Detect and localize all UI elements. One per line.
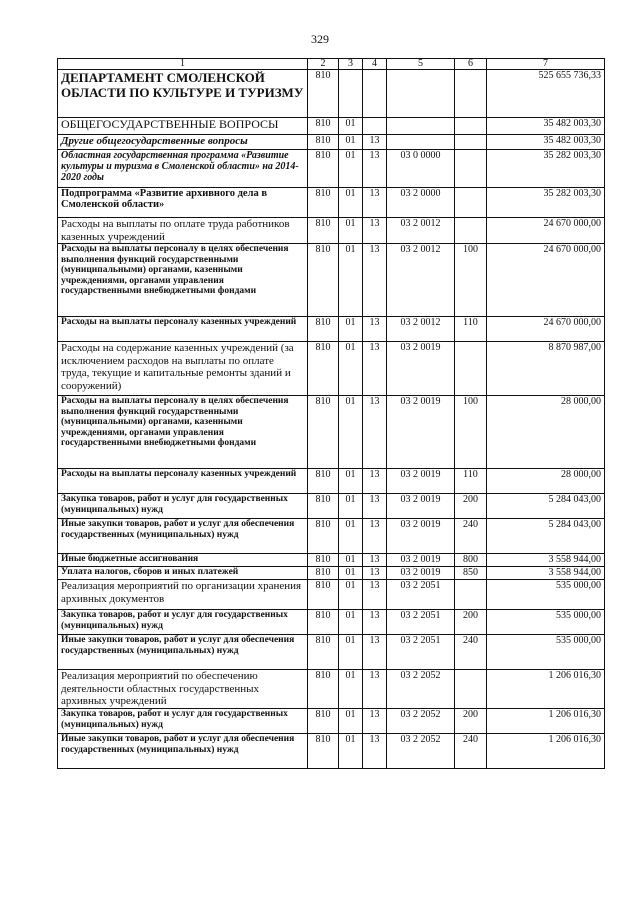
amount: 8 870 987,00 bbox=[487, 342, 605, 396]
expense-type-code bbox=[455, 342, 487, 396]
expense-type-code: 200 bbox=[455, 494, 487, 519]
expense-type-code: 240 bbox=[455, 635, 487, 670]
target-code: 03 2 0019 bbox=[387, 494, 455, 519]
section-code: 01 bbox=[339, 396, 363, 469]
amount: 35 282 003,30 bbox=[487, 150, 605, 188]
column-header: 7 bbox=[487, 59, 605, 70]
subsection-code: 13 bbox=[363, 567, 387, 580]
amount: 24 670 000,00 bbox=[487, 218, 605, 244]
row-name: Иные закупки товаров, работ и услуг для обеспечения государственных (муниципальных) нужд bbox=[58, 734, 308, 769]
ministry-code: 810 bbox=[308, 150, 339, 188]
row-name: Уплата налогов, сборов и иных платежей bbox=[58, 567, 308, 580]
expense-type-code bbox=[455, 188, 487, 218]
column-header: 6 bbox=[455, 59, 487, 70]
target-code bbox=[387, 70, 455, 118]
section-code: 01 bbox=[339, 317, 363, 342]
column-header: 1 bbox=[58, 59, 308, 70]
subsection-code: 13 bbox=[363, 519, 387, 554]
row-name: Иные закупки товаров, работ и услуг для обеспечения государственных (муниципальных) нужд bbox=[58, 635, 308, 670]
table-row bbox=[58, 554, 605, 567]
target-code bbox=[387, 135, 455, 150]
expense-type-code: 850 bbox=[455, 567, 487, 580]
expense-type-code: 240 bbox=[455, 519, 487, 554]
ministry-code: 810 bbox=[308, 469, 339, 494]
section-code: 01 bbox=[339, 567, 363, 580]
subsection-code: 13 bbox=[363, 469, 387, 494]
amount: 24 670 000,00 bbox=[487, 244, 605, 317]
amount: 535 000,00 bbox=[487, 580, 605, 610]
section-code: 01 bbox=[339, 554, 363, 567]
column-header: 5 bbox=[387, 59, 455, 70]
ministry-code: 810 bbox=[308, 709, 339, 734]
row-name: Закупка товаров, работ и услуг для государственных (муниципальных) нужд bbox=[58, 494, 308, 519]
table-row bbox=[58, 519, 605, 554]
subsection-code: 13 bbox=[363, 670, 387, 709]
target-code: 03 2 2052 bbox=[387, 709, 455, 734]
target-code: 03 2 2051 bbox=[387, 610, 455, 635]
section-code: 01 bbox=[339, 150, 363, 188]
table-row bbox=[58, 70, 605, 118]
ministry-code: 810 bbox=[308, 610, 339, 635]
amount: 1 206 016,30 bbox=[487, 734, 605, 769]
section-code: 01 bbox=[339, 135, 363, 150]
ministry-code: 810 bbox=[308, 396, 339, 469]
target-code: 03 2 0019 bbox=[387, 567, 455, 580]
column-header: 4 bbox=[363, 59, 387, 70]
table-row bbox=[58, 135, 605, 150]
subsection-code: 13 bbox=[363, 635, 387, 670]
ministry-code: 810 bbox=[308, 567, 339, 580]
section-code: 01 bbox=[339, 494, 363, 519]
ministry-code: 810 bbox=[308, 734, 339, 769]
table-row bbox=[58, 567, 605, 580]
amount: 3 558 944,00 bbox=[487, 567, 605, 580]
row-name: Расходы на выплаты персоналу в целях обеспечения выполнения функций государственными (муниципальными) органами, казенными учреждениями, органами управления государственными внебюджетными фондами bbox=[58, 396, 308, 469]
row-name: Областная государственная программа «Развитие культуры и туризма в Смоленской области» на 2014-2020 годы bbox=[58, 150, 308, 188]
table-row bbox=[58, 396, 605, 469]
subsection-code bbox=[363, 70, 387, 118]
expense-type-code: 110 bbox=[455, 317, 487, 342]
section-code: 01 bbox=[339, 580, 363, 610]
amount: 35 482 003,30 bbox=[487, 135, 605, 150]
subsection-code: 13 bbox=[363, 610, 387, 635]
column-header: 2 bbox=[308, 59, 339, 70]
column-header: 3 bbox=[339, 59, 363, 70]
amount: 1 206 016,30 bbox=[487, 709, 605, 734]
expense-type-code: 200 bbox=[455, 610, 487, 635]
ministry-code: 810 bbox=[308, 494, 339, 519]
ministry-code: 810 bbox=[308, 670, 339, 709]
expense-type-code bbox=[455, 135, 487, 150]
row-name: Расходы на выплаты персоналу казенных учреждений bbox=[58, 317, 308, 342]
subsection-code: 13 bbox=[363, 342, 387, 396]
table-row bbox=[58, 734, 605, 769]
target-code: 03 2 0019 bbox=[387, 396, 455, 469]
section-code: 01 bbox=[339, 670, 363, 709]
subsection-code: 13 bbox=[363, 317, 387, 342]
section-code: 01 bbox=[339, 342, 363, 396]
table-row bbox=[58, 150, 605, 188]
section-code: 01 bbox=[339, 709, 363, 734]
subsection-code: 13 bbox=[363, 494, 387, 519]
table-row bbox=[58, 670, 605, 709]
row-name: Закупка товаров, работ и услуг для государственных (муниципальных) нужд bbox=[58, 709, 308, 734]
target-code: 03 2 0012 bbox=[387, 244, 455, 317]
table-row bbox=[58, 188, 605, 218]
expense-type-code bbox=[455, 218, 487, 244]
row-name: Закупка товаров, работ и услуг для государственных (муниципальных) нужд bbox=[58, 610, 308, 635]
row-name: Подпрограмма «Развитие архивного дела в Смоленской области» bbox=[58, 188, 308, 218]
expense-type-code: 200 bbox=[455, 709, 487, 734]
column-number-row bbox=[58, 59, 605, 70]
expense-type-code: 100 bbox=[455, 396, 487, 469]
section-code: 01 bbox=[339, 118, 363, 135]
target-code: 03 2 0000 bbox=[387, 188, 455, 218]
row-name: Реализация мероприятий по обеспечению деятельности областных государственных архивных учреждений bbox=[58, 670, 308, 709]
subsection-code: 13 bbox=[363, 709, 387, 734]
amount: 535 000,00 bbox=[487, 610, 605, 635]
ministry-code: 810 bbox=[308, 218, 339, 244]
amount: 35 482 003,30 bbox=[487, 118, 605, 135]
table-row bbox=[58, 342, 605, 396]
row-name: Другие общегосударственные вопросы bbox=[58, 135, 308, 150]
amount: 24 670 000,00 bbox=[487, 317, 605, 342]
expense-type-code bbox=[455, 118, 487, 135]
ministry-code: 810 bbox=[308, 135, 339, 150]
amount: 28 000,00 bbox=[487, 396, 605, 469]
ministry-code: 810 bbox=[308, 342, 339, 396]
section-code: 01 bbox=[339, 635, 363, 670]
amount: 35 282 003,30 bbox=[487, 188, 605, 218]
target-code: 03 0 0000 bbox=[387, 150, 455, 188]
table-row bbox=[58, 469, 605, 494]
expense-type-code bbox=[455, 70, 487, 118]
section-code: 01 bbox=[339, 519, 363, 554]
subsection-code: 13 bbox=[363, 580, 387, 610]
target-code: 03 2 0012 bbox=[387, 317, 455, 342]
table-row bbox=[58, 244, 605, 317]
subsection-code: 13 bbox=[363, 734, 387, 769]
subsection-code: 13 bbox=[363, 188, 387, 218]
row-name: Расходы на выплаты по оплате труда работников казенных учреждений bbox=[58, 218, 308, 244]
table-row bbox=[58, 118, 605, 135]
target-code: 03 2 0019 bbox=[387, 342, 455, 396]
ministry-code: 810 bbox=[308, 244, 339, 317]
budget-table bbox=[57, 58, 605, 769]
row-name: Расходы на выплаты персоналу казенных учреждений bbox=[58, 469, 308, 494]
section-code: 01 bbox=[339, 734, 363, 769]
amount: 535 000,00 bbox=[487, 635, 605, 670]
expense-type-code: 100 bbox=[455, 244, 487, 317]
table-row bbox=[58, 218, 605, 244]
target-code: 03 2 0019 bbox=[387, 469, 455, 494]
ministry-code: 810 bbox=[308, 317, 339, 342]
expense-type-code: 800 bbox=[455, 554, 487, 567]
ministry-code: 810 bbox=[308, 580, 339, 610]
row-name: Иные бюджетные ассигнования bbox=[58, 554, 308, 567]
amount: 1 206 016,30 bbox=[487, 670, 605, 709]
ministry-code: 810 bbox=[308, 519, 339, 554]
section-code: 01 bbox=[339, 244, 363, 317]
table-row bbox=[58, 317, 605, 342]
expense-type-code bbox=[455, 150, 487, 188]
amount: 28 000,00 bbox=[487, 469, 605, 494]
row-name: Иные закупки товаров, работ и услуг для обеспечения государственных (муниципальных) нужд bbox=[58, 519, 308, 554]
amount: 3 558 944,00 bbox=[487, 554, 605, 567]
row-name: Расходы на выплаты персоналу в целях обеспечения выполнения функций государственными (муниципальными) органами, казенными учреждениями, органами управления государственными внебюджетными фондами bbox=[58, 244, 308, 317]
expense-type-code: 110 bbox=[455, 469, 487, 494]
row-name: ДЕПАРТАМЕНТ СМОЛЕНСКОЙ ОБЛАСТИ ПО КУЛЬТУРЕ И ТУРИЗМУ bbox=[58, 70, 308, 118]
section-code: 01 bbox=[339, 188, 363, 218]
section-code bbox=[339, 70, 363, 118]
section-code: 01 bbox=[339, 218, 363, 244]
target-code: 03 2 2051 bbox=[387, 580, 455, 610]
ministry-code: 810 bbox=[308, 70, 339, 118]
expense-type-code: 240 bbox=[455, 734, 487, 769]
table-row bbox=[58, 494, 605, 519]
amount: 5 284 043,00 bbox=[487, 519, 605, 554]
table-row bbox=[58, 610, 605, 635]
section-code: 01 bbox=[339, 469, 363, 494]
subsection-code: 13 bbox=[363, 554, 387, 567]
target-code: 03 2 2051 bbox=[387, 635, 455, 670]
page-number: 329 bbox=[311, 32, 329, 46]
ministry-code: 810 bbox=[308, 554, 339, 567]
table-row bbox=[58, 580, 605, 610]
row-name: ОБЩЕГОСУДАРСТВЕННЫЕ ВОПРОСЫ bbox=[58, 118, 308, 135]
subsection-code: 13 bbox=[363, 150, 387, 188]
subsection-code: 13 bbox=[363, 244, 387, 317]
subsection-code bbox=[363, 118, 387, 135]
target-code bbox=[387, 118, 455, 135]
expense-type-code bbox=[455, 580, 487, 610]
target-code: 03 2 2052 bbox=[387, 734, 455, 769]
expense-type-code bbox=[455, 670, 487, 709]
target-code: 03 2 2052 bbox=[387, 670, 455, 709]
row-name: Реализация мероприятий по организации хранения архивных документов bbox=[58, 580, 308, 610]
subsection-code: 13 bbox=[363, 218, 387, 244]
target-code: 03 2 0012 bbox=[387, 218, 455, 244]
section-code: 01 bbox=[339, 610, 363, 635]
table-row bbox=[58, 709, 605, 734]
subsection-code: 13 bbox=[363, 135, 387, 150]
ministry-code: 810 bbox=[308, 635, 339, 670]
ministry-code: 810 bbox=[308, 118, 339, 135]
row-name: Расходы на содержание казенных учреждений (за исключением расходов на выплаты по оплате труда, текущие и капитальные ремонты зданий и сооружений) bbox=[58, 342, 308, 396]
target-code: 03 2 0019 bbox=[387, 519, 455, 554]
table-row bbox=[58, 635, 605, 670]
amount: 525 655 736,33 bbox=[487, 70, 605, 118]
amount: 5 284 043,00 bbox=[487, 494, 605, 519]
target-code: 03 2 0019 bbox=[387, 554, 455, 567]
ministry-code: 810 bbox=[308, 188, 339, 218]
subsection-code: 13 bbox=[363, 396, 387, 469]
